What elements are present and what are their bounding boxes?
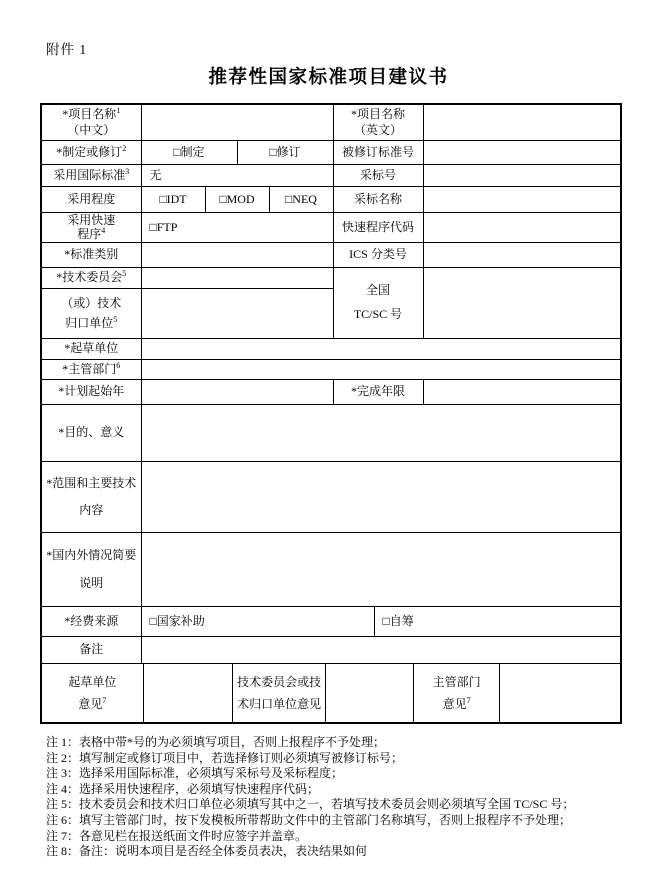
project-name-cn-label: *项目名称$^1$ （中文） <box>41 104 141 140</box>
purpose-input[interactable] <box>141 404 621 461</box>
centralized-unit-label: （或）技术 归口单位$^5$ <box>41 288 141 338</box>
tech-committee-label: *技术委员会$^5$ <box>41 267 141 288</box>
tc-opinion-input[interactable] <box>326 664 414 722</box>
fast-track-code-input[interactable] <box>423 212 621 242</box>
adopt-standard-no-label: 采标号 <box>333 164 423 186</box>
fast-track-label: 采用快速 程序$^4$ <box>41 212 141 242</box>
tech-committee-input[interactable] <box>141 267 333 288</box>
competent-dept-label: *主管部门$^6$ <box>41 359 141 379</box>
drafting-unit-input[interactable] <box>141 338 621 359</box>
opinions-row <box>41 663 621 723</box>
revised-standard-no-label: 被修订标准号 <box>333 140 423 164</box>
completion-year-input[interactable] <box>423 379 621 404</box>
dept-opinion-label: 主管部门 意见$^7$ <box>414 664 501 722</box>
tc-opinion-label: 技术委员会或技 术归口单位意见 <box>233 664 326 722</box>
standard-category-input[interactable] <box>141 242 333 267</box>
note-line: 注 1：表格中带*号的为必须填写项目，否则上报程序不予处理； <box>46 735 386 749</box>
checkbox-self-raised[interactable]: □自筹 <box>374 606 621 636</box>
fast-track-code-label: 快速程序代码 <box>333 212 423 242</box>
note-line: 注 8：备注：说明本项目是否经全体委员表决，表决结果如何 <box>46 844 368 859</box>
scope-input[interactable] <box>141 461 621 532</box>
remarks-label: 备注 <box>41 636 141 663</box>
national-tcsc-label: 全国 TC/SC 号 <box>333 267 423 338</box>
funding-source-label: *经费来源 <box>41 606 141 636</box>
domestic-overview-label: *国内外情况简要 说明 <box>41 532 141 606</box>
make-or-revise-label: *制定或修订$^2$ <box>41 140 141 164</box>
drafting-unit-label: *起草单位 <box>41 338 141 359</box>
standard-category-label: *标准类别 <box>41 242 141 267</box>
competent-dept-input[interactable] <box>141 359 621 379</box>
scope-label: *范围和主要技术 内容 <box>41 461 141 532</box>
note-line: 注 3：选择采用国际标准，必须填写采标号及采标程度； <box>46 766 344 781</box>
national-tcsc-input[interactable] <box>423 267 621 338</box>
checkbox-make[interactable]: □制定 <box>141 140 237 164</box>
note-line: 注 2：填写制定或修订项目中，若选择修订则必须填写被修订标号； <box>46 750 404 765</box>
dept-opinion-input[interactable] <box>500 664 620 722</box>
note-line: 注 7：各意见栏在报送纸面文件时应签字并盖章。 <box>46 828 308 843</box>
ics-no-label: ICS 分类号 <box>333 242 423 267</box>
domestic-overview-input[interactable] <box>141 532 621 606</box>
checkbox-revise[interactable]: □修订 <box>237 140 333 164</box>
checkbox-ftp[interactable]: □FTP <box>141 212 333 242</box>
plan-start-year-input[interactable] <box>141 379 333 404</box>
form-title: 推荐性国家标准项目建议书 <box>208 68 449 88</box>
note-line: 注 4：选择采用快速程序，必须填写快速程序代码； <box>46 781 320 796</box>
checkbox-mod[interactable]: □MOD <box>205 186 269 212</box>
note-line: 注 5：技术委员会和技术归口单位必须填写其中之一，若填写技术委员会则必须填写全国 TC/SC 号； <box>46 797 575 812</box>
proposal-form-table <box>40 103 622 724</box>
note-line: 注 6：填写主管部门时，按下发模板所带帮助文件中的主管部门名称填写，否则上报程序不予处理； <box>46 812 572 827</box>
checkbox-idt[interactable]: □IDT <box>141 186 205 212</box>
drafting-unit-opinion-label: 起草单位 意见$^7$ <box>42 664 144 722</box>
remarks-input[interactable] <box>141 636 621 663</box>
project-name-en-label: *项目名称 （英文） <box>333 104 423 140</box>
adoption-degree-label: 采用程度 <box>41 186 141 212</box>
project-name-cn-input[interactable] <box>141 104 333 140</box>
notes-section <box>46 735 631 860</box>
purpose-label: *目的、意义 <box>41 404 141 461</box>
adopt-standard-name-input[interactable] <box>423 186 621 212</box>
centralized-unit-input[interactable] <box>141 288 333 338</box>
checkbox-state-subsidy[interactable]: □国家补助 <box>141 606 374 636</box>
adopt-intl-standard-label: 采用国际标准$^3$ <box>41 164 141 186</box>
adopt-intl-standard-value[interactable]: 无 <box>141 164 333 186</box>
ics-no-input[interactable] <box>423 242 621 267</box>
plan-start-year-label: *计划起始年 <box>41 379 141 404</box>
completion-year-label: *完成年限 <box>333 379 423 404</box>
adopt-standard-name-label: 采标名称 <box>333 186 423 212</box>
adopt-standard-no-input[interactable] <box>423 164 621 186</box>
checkbox-neq[interactable]: □NEQ <box>269 186 333 212</box>
drafting-unit-opinion-input[interactable] <box>144 664 234 722</box>
attachment-label: 附件 1 <box>46 42 88 57</box>
revised-standard-no-input[interactable] <box>423 140 621 164</box>
project-name-en-input[interactable] <box>423 104 621 140</box>
